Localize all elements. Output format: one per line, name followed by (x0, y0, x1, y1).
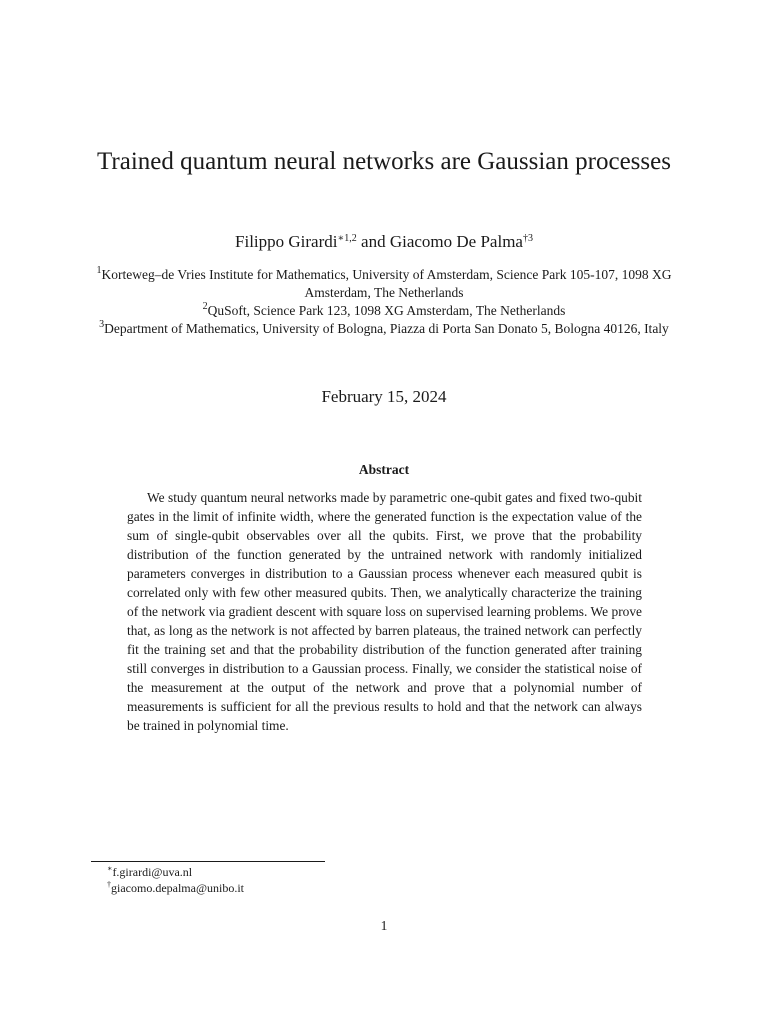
author-name: Filippo Girardi (235, 232, 338, 251)
affiliation-number: 1 (96, 265, 102, 276)
paper-date: February 15, 2024 (321, 387, 447, 406)
author-affiliation-marks: ∗1,2 (337, 233, 357, 244)
footnotes (107, 864, 244, 896)
footnote-mark: † (107, 880, 111, 889)
affiliation (84, 320, 684, 338)
footnote-mark: ∗ (107, 864, 113, 873)
abstract-heading: Abstract (358, 462, 410, 477)
footnote (107, 880, 244, 896)
footnote-email: giacomo.depalma@unibo.it (111, 881, 245, 895)
affiliation-number: 2 (202, 301, 208, 312)
page-number: 1 (380, 918, 388, 933)
author-affiliation-marks: †3 (522, 233, 533, 244)
affiliation-text: QuSoft, Science Park 123, 1098 XG Amsterdam, The Netherlands (207, 303, 566, 318)
footnote (107, 864, 244, 880)
affiliation-text: Korteweg–de Vries Institute for Mathematics, University of Amsterdam, Science Park 105-107, 1098 XG Amsterdam, The Netherlands (101, 267, 672, 300)
affiliation-number: 3 (99, 319, 105, 330)
affiliation (84, 266, 684, 302)
footnote-divider (91, 861, 325, 862)
affiliation (84, 302, 684, 320)
author-name: Giacomo De Palma (389, 232, 523, 251)
affiliations (84, 266, 684, 338)
abstract-text: We study quantum neural networks made by parametric one-qubit gates and fixed two-qubit gates in the limit of infinite width, where the generated function is the expectation value of the sum of single-qubit observables over all the qubits. First, we prove that the probability distribution of the function generated by the untrained network with randomly initialized parameters converges in distribution to a Gaussian process whenever each measured qubit is correlated only with few other measured qubits. Then, we analytically characterize the training of the network via gradient descent with square loss on supervised learning problems. We prove that, as long as the network is not affected by barren plateaus, the trained network can perfectly fit the training set and that the probability distribution of the function generated after training still converges in distribution to a Gaussian process. Finally, we consider the statistical noise of the measurement at the output of the network and prove that a polynomial number of measurements is sufficient for all the previous results to hold and that the network can always be trained in polynomial time. (127, 490, 642, 733)
affiliation-text: Department of Mathematics, University of Bologna, Piazza di Porta San Donato 5, Bologna 40126, Italy (104, 321, 669, 336)
footnote-email: f.girardi@uva.nl (112, 865, 193, 879)
author-separator: and (356, 232, 390, 251)
author-line (84, 230, 684, 254)
paper-title: Trained quantum neural networks are Gaussian processes (97, 148, 671, 175)
